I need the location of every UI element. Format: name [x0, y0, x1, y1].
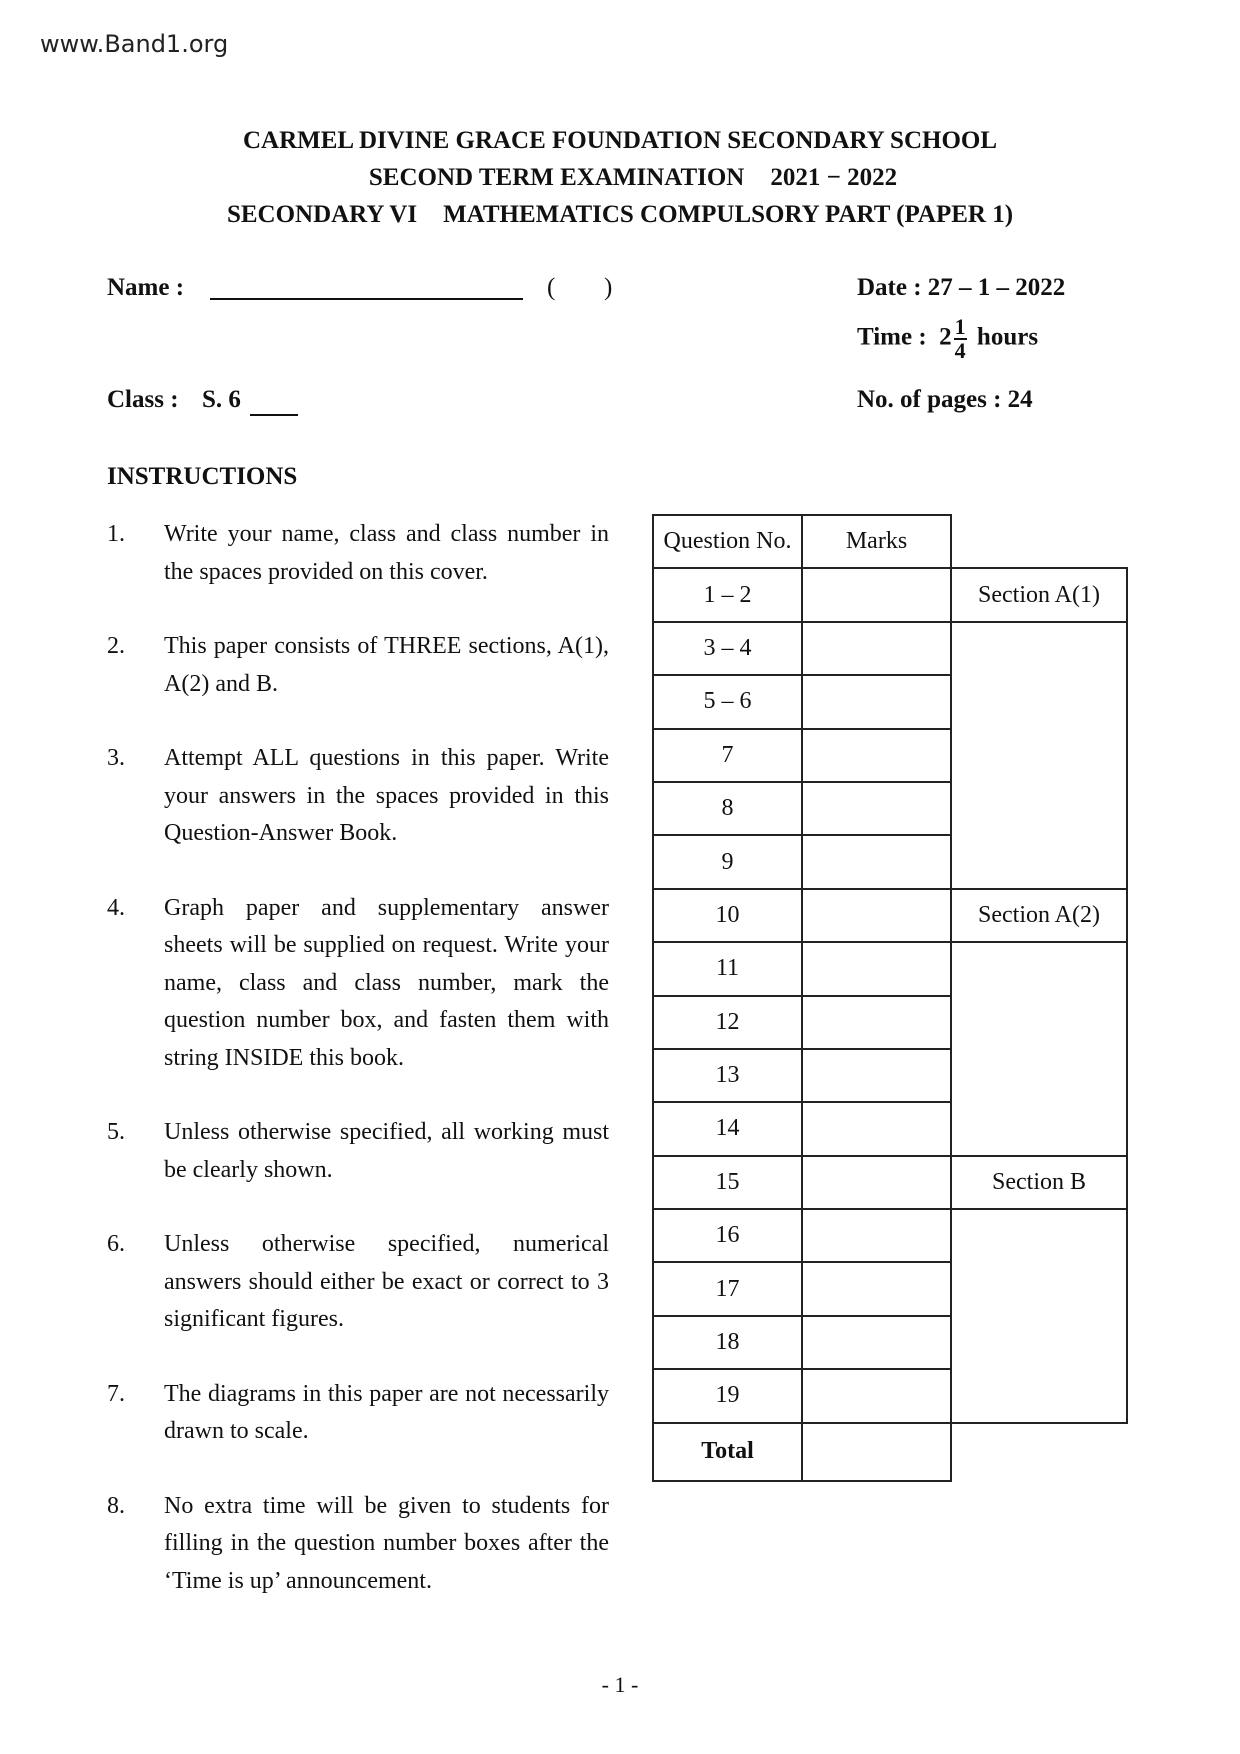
exam-name: SECOND TERM EXAMINATION: [368, 164, 745, 191]
exam-year: 2021 − 2022: [770, 164, 898, 191]
marks-table: [652, 514, 1128, 1482]
table-row: [653, 942, 1127, 995]
section-bracket: [951, 622, 1127, 675]
table-row: [653, 1262, 1127, 1315]
marks-cell[interactable]: [802, 1156, 951, 1209]
marks-cell[interactable]: [802, 835, 951, 888]
class-number-open-paren: (: [547, 274, 556, 301]
section-bracket: [951, 1369, 1127, 1422]
table-row: [653, 1156, 1127, 1209]
table-row: [653, 1316, 1127, 1369]
table-row: [653, 1102, 1127, 1155]
section-a2-label: Section A(2): [951, 889, 1127, 942]
class-value: S. 6: [202, 386, 241, 413]
paper-level: SECONDARY VI: [226, 201, 418, 228]
section-bracket: [951, 835, 1127, 888]
instruction-text: Write your name, class and class number in the spaces provided on this cover.: [164, 521, 609, 585]
marks-cell[interactable]: [802, 568, 951, 621]
time-numerator: 1: [954, 314, 966, 339]
instruction-number: 8.: [107, 1492, 125, 1519]
instruction-text: Attempt ALL questions in this paper. Write your answers in the spaces provided in this Question-Answer Book.: [164, 745, 609, 846]
section-bracket: [951, 1209, 1127, 1262]
question-number-cell: 1 – 2: [653, 568, 802, 621]
section-spacer: [951, 515, 1127, 568]
table-row: [653, 1369, 1127, 1422]
total-label: Total: [653, 1423, 802, 1481]
instruction-number: 3.: [107, 745, 125, 771]
instruction-text: The diagrams in this paper are not necessarily drawn to scale.: [164, 1380, 609, 1444]
section-bracket: [951, 942, 1127, 995]
time-fraction: [954, 316, 967, 362]
marks-cell[interactable]: [802, 1049, 951, 1102]
marks-cell[interactable]: [802, 1369, 951, 1422]
section-bracket: [951, 1049, 1127, 1102]
question-number-cell: 12: [653, 996, 802, 1049]
question-number-cell: 13: [653, 1049, 802, 1102]
marks-cell[interactable]: [802, 996, 951, 1049]
section-bracket: [951, 996, 1127, 1049]
section-bracket: [951, 1316, 1127, 1369]
table-header-row: [653, 515, 1127, 568]
header-question-no: Question No.: [653, 515, 802, 568]
document-header: [0, 122, 1240, 233]
table-row: [653, 782, 1127, 835]
question-number-cell: 7: [653, 729, 802, 782]
question-number-cell: 10: [653, 889, 802, 942]
question-number-cell: 19: [653, 1369, 802, 1422]
instruction-item: [107, 516, 609, 591]
date-label: Date : 27 – 1 – 2022: [857, 274, 1066, 301]
section-bracket: [951, 729, 1127, 782]
paper-line: [0, 196, 1240, 233]
marks-cell[interactable]: [802, 1102, 951, 1155]
question-number-cell: 15: [653, 1156, 802, 1209]
name-input-line[interactable]: [210, 298, 523, 300]
marks-cell[interactable]: [802, 1316, 951, 1369]
instruction-item: [107, 1488, 609, 1601]
time-field: [857, 316, 1038, 362]
instructions-list: [107, 516, 609, 1600]
question-number-cell: 5 – 6: [653, 675, 802, 728]
table-total-row: [653, 1423, 1127, 1481]
instruction-item: [107, 740, 609, 853]
section-bracket: [951, 675, 1127, 728]
instruction-text: Unless otherwise specified, numerical answers should either be exact or correct to 3 significant figures.: [164, 1231, 609, 1332]
pages-label: No. of pages : 24: [857, 386, 1033, 413]
watermark-url: www.Band1.org: [40, 30, 229, 58]
instructions-title: INSTRUCTIONS: [107, 463, 298, 490]
question-number-cell: 11: [653, 942, 802, 995]
class-label: Class :: [107, 386, 179, 413]
time-label: Time :: [857, 323, 927, 351]
marks-cell[interactable]: [802, 622, 951, 675]
question-number-cell: 9: [653, 835, 802, 888]
class-number-close-paren: ): [604, 274, 613, 301]
marks-cell[interactable]: [802, 729, 951, 782]
section-bracket: [951, 1262, 1127, 1315]
table-row: [653, 729, 1127, 782]
table-row: [653, 835, 1127, 888]
instruction-item: [107, 1114, 609, 1189]
instruction-item: [107, 890, 609, 1078]
school-name: CARMEL DIVINE GRACE FOUNDATION SECONDARY SCHOOL: [242, 127, 998, 154]
question-number-cell: 8: [653, 782, 802, 835]
marks-cell[interactable]: [802, 1262, 951, 1315]
marks-cell[interactable]: [802, 942, 951, 995]
name-label: Name :: [107, 274, 185, 301]
time-unit: hours: [976, 323, 1039, 351]
time-denominator: 4: [954, 338, 966, 363]
instruction-number: 2.: [107, 633, 125, 659]
header-marks: Marks: [802, 515, 951, 568]
question-number-cell: 18: [653, 1316, 802, 1369]
table-row: [653, 889, 1127, 942]
class-input-line[interactable]: [250, 414, 298, 416]
table-row: [653, 675, 1127, 728]
section-b-label: Section B: [951, 1156, 1127, 1209]
section-bracket: [951, 1102, 1127, 1155]
exam-line: [0, 159, 1240, 196]
instruction-number: 4.: [107, 894, 125, 921]
instruction-number: 6.: [107, 1231, 125, 1257]
time-whole: 2: [939, 323, 952, 351]
instruction-text: Unless otherwise specified, all working must be clearly shown.: [164, 1119, 609, 1183]
section-spacer: [951, 1423, 1127, 1481]
question-number-cell: 3 – 4: [653, 622, 802, 675]
marks-cell[interactable]: [802, 889, 951, 942]
instruction-item: [107, 628, 609, 703]
instruction-number: 5.: [107, 1119, 125, 1145]
table-row: [653, 622, 1127, 675]
question-number-cell: 16: [653, 1209, 802, 1262]
instruction-text: Graph paper and supplementary answer sheets will be supplied on request. Write your name, class and class number, mark the question number box, and fasten them with string INSIDE this book.: [164, 894, 609, 1071]
table-row: [653, 1049, 1127, 1102]
question-number-cell: 17: [653, 1262, 802, 1315]
marks-cell[interactable]: [802, 675, 951, 728]
instruction-text: This paper consists of THREE sections, A(1), A(2) and B.: [164, 633, 609, 697]
table-row: [653, 1209, 1127, 1262]
instruction-item: [107, 1376, 609, 1451]
page-number: - 1 -: [601, 1672, 639, 1697]
question-number-cell: 14: [653, 1102, 802, 1155]
table-row: [653, 996, 1127, 1049]
section-a1-label: Section A(1): [951, 568, 1127, 621]
instruction-text: No extra time will be given to students for filling in the question number boxes after the ‘Time is up’ announcement.: [164, 1492, 609, 1594]
total-marks-cell[interactable]: [802, 1423, 951, 1481]
marks-cell[interactable]: [802, 1209, 951, 1262]
table-row: [653, 568, 1127, 621]
instruction-number: 7.: [107, 1380, 125, 1407]
instruction-number: 1.: [107, 521, 125, 547]
instruction-item: [107, 1226, 609, 1339]
section-bracket: [951, 782, 1127, 835]
paper-subject: MATHEMATICS COMPULSORY PART (PAPER 1): [443, 201, 1014, 228]
marks-cell[interactable]: [802, 782, 951, 835]
